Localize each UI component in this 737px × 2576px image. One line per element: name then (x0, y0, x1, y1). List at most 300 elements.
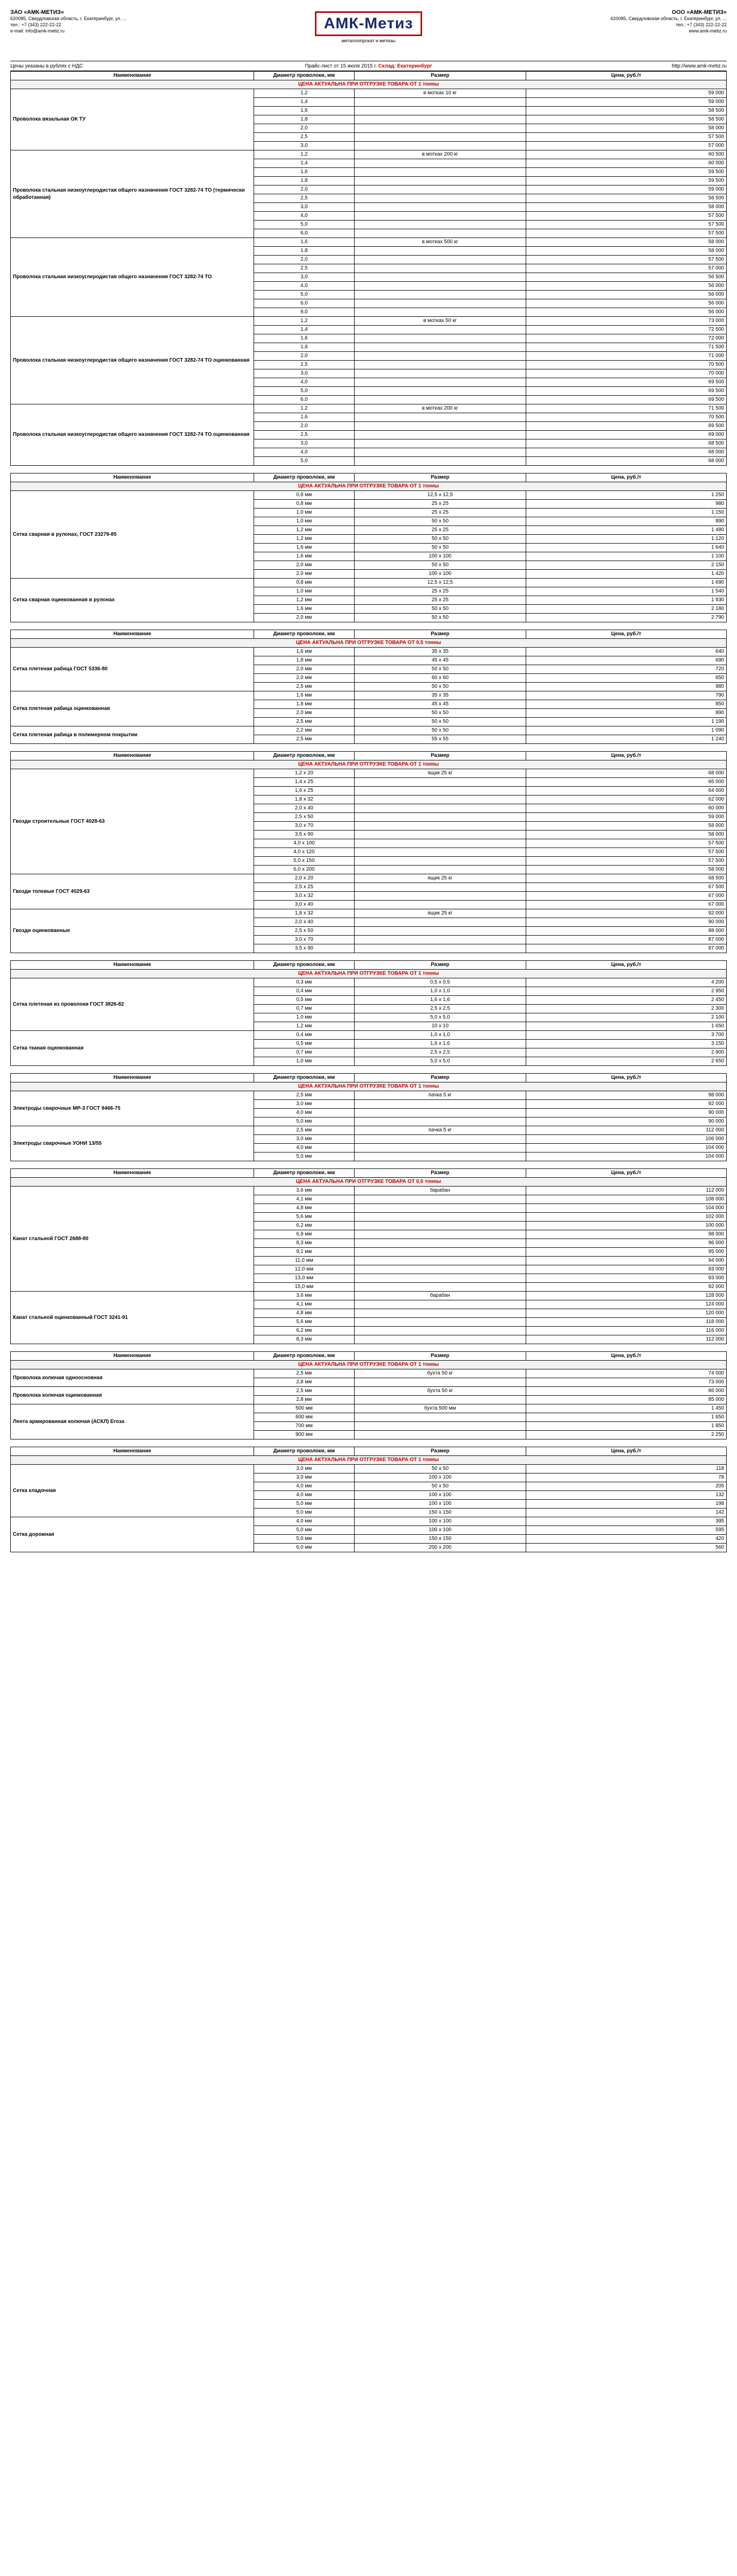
table-header-row (11, 473, 727, 482)
diameter-cell: 1,8 х 32 (254, 909, 354, 918)
price-cell: 108 000 (526, 1195, 727, 1204)
size-cell (354, 1274, 526, 1283)
price-cell: 1 650 (526, 1022, 727, 1031)
diameter-cell: 4,8 мм (254, 1309, 354, 1318)
size-cell (354, 1318, 526, 1327)
diameter-cell: 2,0 х 20 (254, 874, 354, 883)
size-cell (354, 927, 526, 936)
website-link[interactable]: http://www.amk-metiz.ru (672, 63, 727, 69)
section-title-row (11, 1361, 727, 1369)
column-header-size: Размер (354, 630, 526, 639)
price-cell: 1 240 (526, 735, 727, 744)
diameter-cell: 2,5 х 50 (254, 927, 354, 936)
diameter-cell: 2,0 мм (254, 709, 354, 718)
size-cell (354, 387, 526, 396)
column-header-size: Размер (354, 961, 526, 970)
diameter-cell: 1,2 мм (254, 535, 354, 544)
size-cell (354, 413, 526, 422)
column-header-price: Цена, руб./т (526, 1074, 727, 1082)
size-cell (354, 795, 526, 804)
price-cell: 58 000 (526, 247, 727, 256)
diameter-cell: 6,9 мм (254, 1230, 354, 1239)
size-cell (354, 308, 526, 317)
size-cell: 100 х 100 (354, 1491, 526, 1500)
section-title: ЦЕНА АКТУАЛЬНА ПРИ ОТГРУЗКЕ ТОВАРА ОТ 0,5 тонны (11, 1178, 727, 1187)
diameter-cell: 0,5 мм (254, 996, 354, 1005)
diameter-cell: 1,2 (254, 150, 354, 159)
diameter-cell: 2,0 (254, 352, 354, 361)
column-header-diameter: Диаметр проволоки, мм (254, 752, 354, 760)
size-cell (354, 778, 526, 787)
diameter-cell: 5,0 мм (254, 1509, 354, 1517)
price-cell: 560 (526, 1544, 727, 1552)
size-cell (354, 936, 526, 944)
price-cell: 2 950 (526, 987, 727, 996)
price-cell: 71 000 (526, 352, 727, 361)
size-cell: в мотках 200 кг (354, 404, 526, 413)
column-header-name: Наименование (11, 473, 254, 482)
price-cell: 60 000 (526, 804, 727, 813)
section-title-row (11, 970, 727, 978)
size-cell: 100 х 100 (354, 552, 526, 561)
size-cell (354, 839, 526, 848)
price-cell: 890 (526, 517, 727, 526)
column-header-diameter: Диаметр проволоки, мм (254, 961, 354, 970)
price-cell: 67 000 (526, 892, 727, 901)
size-cell: барабан (354, 1292, 526, 1300)
logo-mark: АМК-Метиз (315, 11, 422, 36)
size-cell: 100 х 100 (354, 1500, 526, 1509)
diameter-cell: 12,0 мм (254, 1265, 354, 1274)
diameter-cell: 13,0 мм (254, 1274, 354, 1283)
product-name: Сетка кладочная (11, 1465, 254, 1517)
size-cell: 35 х 35 (354, 648, 526, 656)
size-cell (354, 334, 526, 343)
price-cell: 92 000 (526, 909, 727, 918)
price-cell: 72 500 (526, 326, 727, 334)
price-cell: 720 (526, 665, 727, 674)
size-cell: бухта 50 кг (354, 1387, 526, 1396)
diameter-cell: 2,0 (254, 185, 354, 194)
price-cell: 67 000 (526, 901, 727, 909)
table-row (11, 1187, 727, 1195)
size-cell: бухта 50 кг (354, 1369, 526, 1378)
section-title: ЦЕНА АКТУАЛЬНА ПРИ ОТГРУЗКЕ ТОВАРА ОТ 1 тонны (11, 1456, 727, 1465)
diameter-cell: 1,8 (254, 115, 354, 124)
diameter-cell: 2,0 х 40 (254, 804, 354, 813)
size-cell (354, 168, 526, 177)
price-cell: 132 (526, 1491, 727, 1500)
product-name: Проволока стальная низкоуглеродистая общего назначения ГОСТ 3282-74 ТО оцинкованная (11, 404, 254, 466)
product-name: Электроды сварочные МР-3 ГОСТ 9466-75 (11, 1091, 254, 1126)
price-cell: 73 000 (526, 317, 727, 326)
column-header-size: Размер (354, 1074, 526, 1082)
diameter-cell: 500 мм (254, 1404, 354, 1413)
diameter-cell: 2,5 мм (254, 1387, 354, 1396)
size-cell: 50 х 50 (354, 561, 526, 570)
size-cell (354, 1239, 526, 1248)
size-cell (354, 883, 526, 892)
diameter-cell: 1,0 мм (254, 587, 354, 596)
diameter-cell: 3,0 (254, 273, 354, 282)
diameter-cell: 5,6 мм (254, 1318, 354, 1327)
product-name: Проволока стальная низкоуглеродистая общего назначения ГОСТ 3282-74 ТО (термически обработанная) (11, 150, 254, 238)
diameter-cell: 1,6 (254, 107, 354, 115)
size-cell (354, 457, 526, 466)
price-table (10, 751, 727, 953)
size-cell: 50 х 50 (354, 1482, 526, 1491)
column-header-diameter: Диаметр проволоки, мм (254, 1074, 354, 1082)
size-cell: 150 х 150 (354, 1509, 526, 1517)
diameter-cell: 3,0 х 40 (254, 901, 354, 909)
price-cell: 58 000 (526, 124, 727, 133)
letterhead-left (10, 9, 253, 34)
size-cell (354, 944, 526, 953)
price-cell: 59 000 (526, 89, 727, 98)
size-cell: 100 х 100 (354, 1526, 526, 1535)
column-header-name: Наименование (11, 1169, 254, 1178)
price-cell: 142 (526, 1509, 727, 1517)
price-table (10, 1351, 727, 1439)
size-cell (354, 1109, 526, 1117)
price-list-subheader (10, 61, 727, 71)
column-header-price: Цена, руб./т (526, 1169, 727, 1178)
section-title-row (11, 482, 727, 491)
diameter-cell: 3,0 х 70 (254, 936, 354, 944)
size-cell: в мотках 10 кг (354, 89, 526, 98)
price-cell: 1 090 (526, 726, 727, 735)
diameter-cell: 3,0 мм (254, 1100, 354, 1109)
section-gap (10, 1439, 727, 1447)
column-header-name: Наименование (11, 752, 254, 760)
diameter-cell: 3,6 мм (254, 1292, 354, 1300)
price-cell: 56 000 (526, 291, 727, 299)
size-cell (354, 439, 526, 448)
diameter-cell: 3,0 х 32 (254, 892, 354, 901)
diameter-cell: 1,8 мм (254, 656, 354, 665)
price-cell: 57 500 (526, 221, 727, 229)
price-cell: 104 000 (526, 1153, 727, 1161)
column-header-name: Наименование (11, 72, 254, 80)
size-cell: 50 х 50 (354, 665, 526, 674)
table-header-row (11, 1447, 727, 1456)
price-cell: 595 (526, 1526, 727, 1535)
price-cell: 58 000 (526, 822, 727, 831)
diameter-cell: 3,0 (254, 203, 354, 212)
size-cell (354, 291, 526, 299)
product-name: Сетка сварная оцинкованная в рулонах (11, 579, 254, 622)
size-cell: ящик 25 кг (354, 769, 526, 778)
right-company-name: ООО «АМК-МЕТИЗ» (672, 9, 727, 15)
price-cell: 118 (526, 1465, 727, 1473)
size-cell (354, 1248, 526, 1257)
diameter-cell: 1,0 мм (254, 1013, 354, 1022)
section-gap (10, 466, 727, 473)
size-cell (354, 1204, 526, 1213)
table-row (11, 1387, 727, 1396)
table-row (11, 1517, 727, 1526)
price-list-date (249, 63, 488, 69)
column-header-size: Размер (354, 473, 526, 482)
price-cell: 57 500 (526, 857, 727, 866)
size-cell: 35 х 35 (354, 691, 526, 700)
price-cell: 980 (526, 500, 727, 509)
section-title: ЦЕНА АКТУАЛЬНА ПРИ ОТГРУЗКЕ ТОВАРА ОТ 1 тонны (11, 482, 727, 491)
diameter-cell: 1,2 (254, 317, 354, 326)
diameter-cell: 2,5 мм (254, 1126, 354, 1135)
price-cell: 640 (526, 648, 727, 656)
price-cell: 1 640 (526, 544, 727, 552)
price-cell: 98 000 (526, 1091, 727, 1100)
left-line: 620085, Свердловская область, г. Екатеринбург, ул. ... (10, 16, 127, 21)
size-cell (354, 1413, 526, 1422)
product-name: Проволока вязальная ОК ТУ (11, 89, 254, 150)
size-cell (354, 229, 526, 238)
price-cell: 58 000 (526, 203, 727, 212)
price-table (10, 960, 727, 1066)
diameter-cell: 2,0 (254, 422, 354, 431)
price-cell: 100 000 (526, 1222, 727, 1230)
size-cell: 55 х 55 (354, 735, 526, 744)
size-cell (354, 264, 526, 273)
diameter-cell: 6,0 мм (254, 1544, 354, 1552)
price-cell: 69 500 (526, 378, 727, 387)
price-cell: 980 (526, 683, 727, 691)
section-gap (10, 1161, 727, 1168)
price-cell: 118 000 (526, 1318, 727, 1327)
price-cell: 58 500 (526, 115, 727, 124)
diameter-cell: 2,5 (254, 133, 354, 142)
size-cell (354, 1222, 526, 1230)
size-cell (354, 1153, 526, 1161)
section-title: ЦЕНА АКТУАЛЬНА ПРИ ОТГРУЗКЕ ТОВАРА ОТ 1 тонны (11, 1361, 727, 1369)
table-row (11, 1126, 727, 1135)
section-gap (10, 1066, 727, 1073)
size-cell (354, 396, 526, 404)
size-cell (354, 107, 526, 115)
diameter-cell: 4,0 (254, 212, 354, 221)
size-cell (354, 1283, 526, 1292)
price-cell: 68 000 (526, 457, 727, 466)
diameter-cell: 2,5 мм (254, 735, 354, 744)
diameter-cell: 2,0 мм (254, 674, 354, 683)
diameter-cell: 5,0 х 150 (254, 857, 354, 866)
table-row (11, 491, 727, 500)
size-cell (354, 1100, 526, 1109)
price-cell: 112 000 (526, 1335, 727, 1344)
product-name: Гвозди строительные ГОСТ 4028-63 (11, 769, 254, 874)
price-cell: 1 930 (526, 596, 727, 605)
diameter-cell: 2,5 мм (254, 718, 354, 726)
price-cell: 87 000 (526, 944, 727, 953)
price-cell: 2 790 (526, 614, 727, 622)
size-cell (354, 857, 526, 866)
diameter-cell: 5,0 (254, 221, 354, 229)
product-name: Проволока колючая одноосновная (11, 1369, 254, 1387)
price-table (10, 1168, 727, 1344)
price-cell: 73 000 (526, 1378, 727, 1387)
column-header-price: Цена, руб./т (526, 752, 727, 760)
size-cell (354, 804, 526, 813)
price-cell: 59 000 (526, 185, 727, 194)
size-cell (354, 343, 526, 352)
size-cell (354, 866, 526, 874)
diameter-cell: 4,0 мм (254, 1517, 354, 1526)
price-cell: 66 000 (526, 778, 727, 787)
size-cell (354, 1213, 526, 1222)
price-cell: 93 000 (526, 1274, 727, 1283)
diameter-cell: 2,5 мм (254, 1369, 354, 1378)
price-table (10, 1447, 727, 1552)
table-row (11, 579, 727, 587)
diameter-cell: 1,6 (254, 238, 354, 247)
price-cell: 72 000 (526, 334, 727, 343)
size-cell: 25 х 25 (354, 509, 526, 517)
diameter-cell: 5,0 мм (254, 1153, 354, 1161)
diameter-cell: 4,0 х 100 (254, 839, 354, 848)
diameter-cell: 0,4 мм (254, 987, 354, 996)
size-cell: 45 х 45 (354, 700, 526, 709)
diameter-cell: 1,8 мм (254, 700, 354, 709)
column-header-price: Цена, руб./т (526, 1352, 727, 1361)
price-cell: 1 100 (526, 552, 727, 561)
diameter-cell: 8,3 мм (254, 1335, 354, 1344)
size-cell (354, 221, 526, 229)
section-title-row (11, 1082, 727, 1091)
diameter-cell: 0,8 мм (254, 491, 354, 500)
column-header-size: Размер (354, 752, 526, 760)
price-cell: 2 900 (526, 1048, 727, 1057)
diameter-cell: 1,6 мм (254, 544, 354, 552)
size-cell (354, 1144, 526, 1153)
size-cell (354, 282, 526, 291)
price-cell: 2 180 (526, 605, 727, 614)
table-row (11, 874, 727, 883)
left-line: e-mail: info@amk-metiz.ru (10, 28, 65, 33)
size-cell (354, 369, 526, 378)
size-cell: 5,0 х 5,0 (354, 1057, 526, 1066)
price-cell: 88 000 (526, 927, 727, 936)
price-cell: 56 000 (526, 282, 727, 291)
price-cell: 116 000 (526, 1327, 727, 1335)
price-cell: 1 250 (526, 491, 727, 500)
size-cell (354, 361, 526, 369)
diameter-cell: 4,0 мм (254, 1482, 354, 1491)
price-cell: 1 690 (526, 579, 727, 587)
price-cell: 2 100 (526, 1013, 727, 1022)
table-header-row (11, 72, 727, 80)
diameter-cell: 3,5 х 90 (254, 944, 354, 953)
price-cell: 102 000 (526, 1213, 727, 1222)
table-row (11, 1369, 727, 1378)
diameter-cell: 1,6 мм (254, 691, 354, 700)
size-cell (354, 1195, 526, 1204)
price-sections (10, 71, 727, 1560)
price-cell: 57 500 (526, 212, 727, 221)
diameter-cell: 1,2 мм (254, 596, 354, 605)
diameter-cell: 1,8 (254, 177, 354, 185)
table-row (11, 691, 727, 700)
size-cell (354, 185, 526, 194)
diameter-cell: 1,2 (254, 89, 354, 98)
price-cell: 2 450 (526, 996, 727, 1005)
size-cell (354, 448, 526, 457)
table-row (11, 909, 727, 918)
price-cell: 57 000 (526, 142, 727, 150)
price-cell: 69 500 (526, 396, 727, 404)
price-cell: 96 000 (526, 1239, 727, 1248)
size-cell (354, 892, 526, 901)
size-cell: 25 х 25 (354, 500, 526, 509)
size-cell: 50 х 50 (354, 709, 526, 718)
size-cell (354, 1230, 526, 1239)
size-cell: 1,0 х 1,0 (354, 987, 526, 996)
diameter-cell: 4,1 мм (254, 1300, 354, 1309)
table-row (11, 1292, 727, 1300)
size-cell (354, 431, 526, 439)
diameter-cell: 0,4 мм (254, 1031, 354, 1040)
size-cell: ящик 25 кг (354, 909, 526, 918)
price-cell: 60 000 (526, 159, 727, 168)
company-logo (291, 9, 446, 43)
price-cell: 68 500 (526, 439, 727, 448)
size-cell: 50 х 50 (354, 683, 526, 691)
price-cell: 890 (526, 709, 727, 718)
diameter-cell: 5,0 мм (254, 1535, 354, 1544)
diameter-cell: 1,6 мм (254, 605, 354, 614)
section-gap (10, 622, 727, 630)
table-header-row (11, 961, 727, 970)
price-cell: 4 200 (526, 978, 727, 987)
product-name: Гвозди оцинкованные (11, 909, 254, 953)
price-cell: 62 000 (526, 795, 727, 804)
price-cell: 1 540 (526, 587, 727, 596)
size-cell (354, 1378, 526, 1387)
diameter-cell: 8,0 (254, 308, 354, 317)
diameter-cell: 1,8 (254, 247, 354, 256)
size-cell: 12,5 х 12,5 (354, 579, 526, 587)
price-cell: 2 300 (526, 1005, 727, 1013)
diameter-cell: 3,0 (254, 142, 354, 150)
size-cell: бухта 500 мм (354, 1404, 526, 1413)
diameter-cell: 1,6 мм (254, 648, 354, 656)
price-cell: 395 (526, 1517, 727, 1526)
price-table (10, 630, 727, 744)
diameter-cell: 2,8 мм (254, 1396, 354, 1404)
column-header-name: Наименование (11, 630, 254, 639)
diameter-cell: 2,0 (254, 256, 354, 264)
product-name: Электроды сварочные УОНИ 13/55 (11, 1126, 254, 1161)
diameter-cell: 6,0 (254, 299, 354, 308)
price-cell: 78 (526, 1473, 727, 1482)
section-gap (10, 1344, 727, 1351)
diameter-cell: 2,8 мм (254, 1378, 354, 1387)
product-name: Канат стальной ГОСТ 2688-80 (11, 1187, 254, 1292)
diameter-cell: 2,5 (254, 431, 354, 439)
size-cell: ящик 25 кг (354, 874, 526, 883)
column-header-size: Размер (354, 1169, 526, 1178)
section-gap (10, 953, 727, 960)
diameter-cell: 1,4 (254, 159, 354, 168)
size-cell (354, 203, 526, 212)
diameter-cell: 0,7 мм (254, 1048, 354, 1057)
diameter-cell: 2,0 (254, 124, 354, 133)
section-title-row (11, 760, 727, 769)
price-cell: 128 000 (526, 1292, 727, 1300)
price-cell: 85 000 (526, 1396, 727, 1404)
diameter-cell: 5,0 мм (254, 1500, 354, 1509)
size-cell: 1,0 х 1,0 (354, 1031, 526, 1040)
